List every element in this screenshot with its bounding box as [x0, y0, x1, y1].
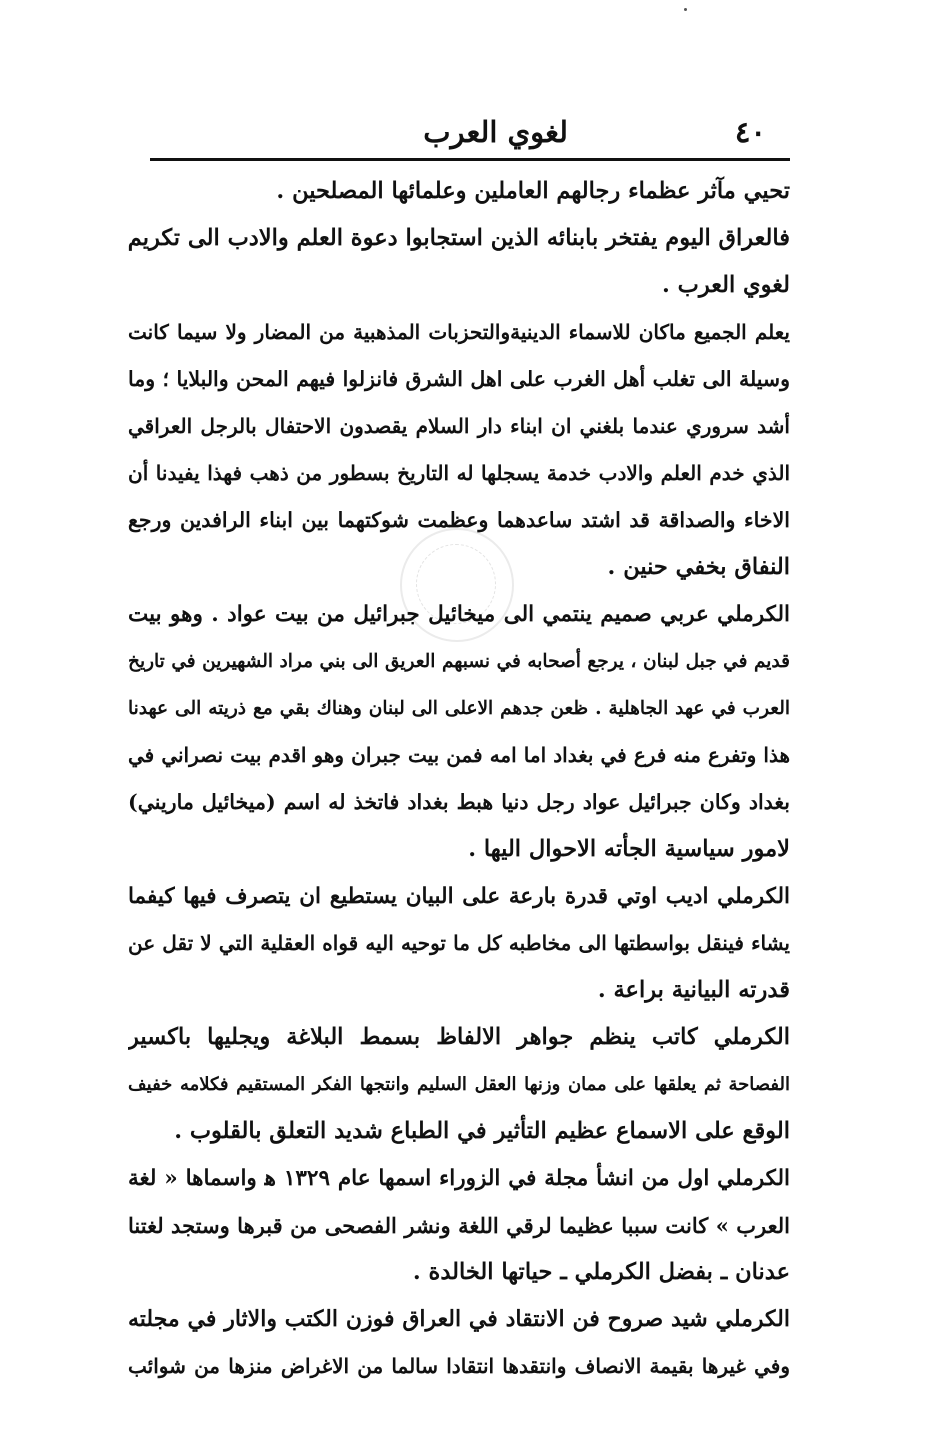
text-line: النفاق بخفي حنين .	[607, 554, 790, 580]
header-rule	[150, 158, 790, 161]
text-line: يعلم الجميع ماكان للاسماء الدينيةوالتحزبات المذهبية من المضار ولا سيما كانت	[128, 320, 790, 344]
text-line: الكرملي كاتب ينظم جواهر الالفاظ بسمط البلاغة ويجليها باكسير	[128, 1024, 790, 1050]
text-line: وفي غيرها بقيمة الانصاف وانتقدها انتقادا سالما من الاغراض منزها من شوائب	[128, 1354, 790, 1378]
text-line: لغوي العرب .	[661, 272, 790, 298]
page-header	[150, 112, 790, 156]
text-line: تحيي مآثر عظماء رجالهم العاملين وعلمائها المصلحين .	[276, 178, 790, 204]
text-line: عدنان ـ بفضل الكرملي ـ حياتها الخالدة .	[412, 1259, 790, 1285]
text-line: أشد سروري عندما بلغني ان ابناء دار السلام يقصدون الاحتفال بالرجل العراقي	[128, 414, 790, 438]
text-line: قديم في جبل لبنان ، يرجع أصحابه في نسبهم العريق الى بني مراد الشهيرين في تاريخ	[128, 651, 790, 672]
text-line: العرب في عهد الجاهلية . ظعن جدهم الاعلى الى لبنان وهناك بقي مع ذريته الى عهدنا	[128, 698, 790, 719]
body-text	[128, 168, 790, 1390]
text-line: يشاء فينقل بواسطتها الى مخاطبه كل ما توحيه اليه قواه العقلية التي لا تقل عن	[128, 931, 790, 955]
text-line: الذي خدم العلم والادب خدمة يسجلها له التاريخ بسطور من ذهب فهذا يفيدنا أن	[128, 461, 790, 485]
text-line: هذا وتفرع منه فرع في بغداد اما امه فمن بيت جبران وهو اقدم بيت نصراني في	[128, 743, 790, 767]
text-line: الكرملي اديب اوتي قدرة بارعة على البيان يستطيع ان يتصرف فيها كيفما	[128, 884, 790, 909]
text-line: العرب » كانت سببا عظيما لرقي اللغة ونشر الفصحى من قبرها وستجد لغتنا	[128, 1213, 790, 1238]
text-line: لامور سياسية الجأته الاحوال اليها .	[468, 836, 790, 862]
running-title: لغوي العرب	[423, 115, 568, 149]
text-line: فالعراق اليوم يفتخر بابنائه الذين استجابوا دعوة العلم والادب الى تكريم	[128, 225, 790, 251]
text-line: الاخاء والصداقة قد اشتد ساعدهما وعظمت شوكتهما بين ابناء الرافدين ورجع	[128, 508, 790, 532]
text-line: بغداد وكان جبرائيل عواد رجل دنيا هبط بغداد فاتخذ له اسم (ميخائيل ماريني)	[128, 790, 790, 814]
scan-speck	[684, 8, 687, 11]
text-line: الكرملي اول من انشأ مجلة في الزوراء اسمها عام ١٣٢٩ ﻫ واسماها « لغة	[128, 1166, 790, 1191]
text-line: وسيلة الى تغلب أهل الغرب على اهل الشرق فانزلوا فيهم المحن والبلايا ؛ وما	[128, 367, 790, 391]
text-line: الكرملي عربي صميم ينتمي الى ميخائيل جبرائيل من بيت عواد . وهو بيت	[128, 602, 790, 627]
page-number: ٤٠	[734, 115, 766, 149]
text-line: الكرملي شيد صروح فن الانتقاد في العراق فوزن الكتب والاثار في مجلته	[128, 1306, 790, 1332]
text-line: الوقع على الاسماع عظيم التأثير في الطباع شديد التعلق بالقلوب .	[174, 1118, 790, 1144]
text-line: الفصاحة ثم يعلقها على ممان وزنها العقل السليم وانتجها الفكر المستقيم فكلامه خفيف	[128, 1074, 790, 1095]
text-line: قدرته البيانية براعة .	[597, 977, 790, 1003]
